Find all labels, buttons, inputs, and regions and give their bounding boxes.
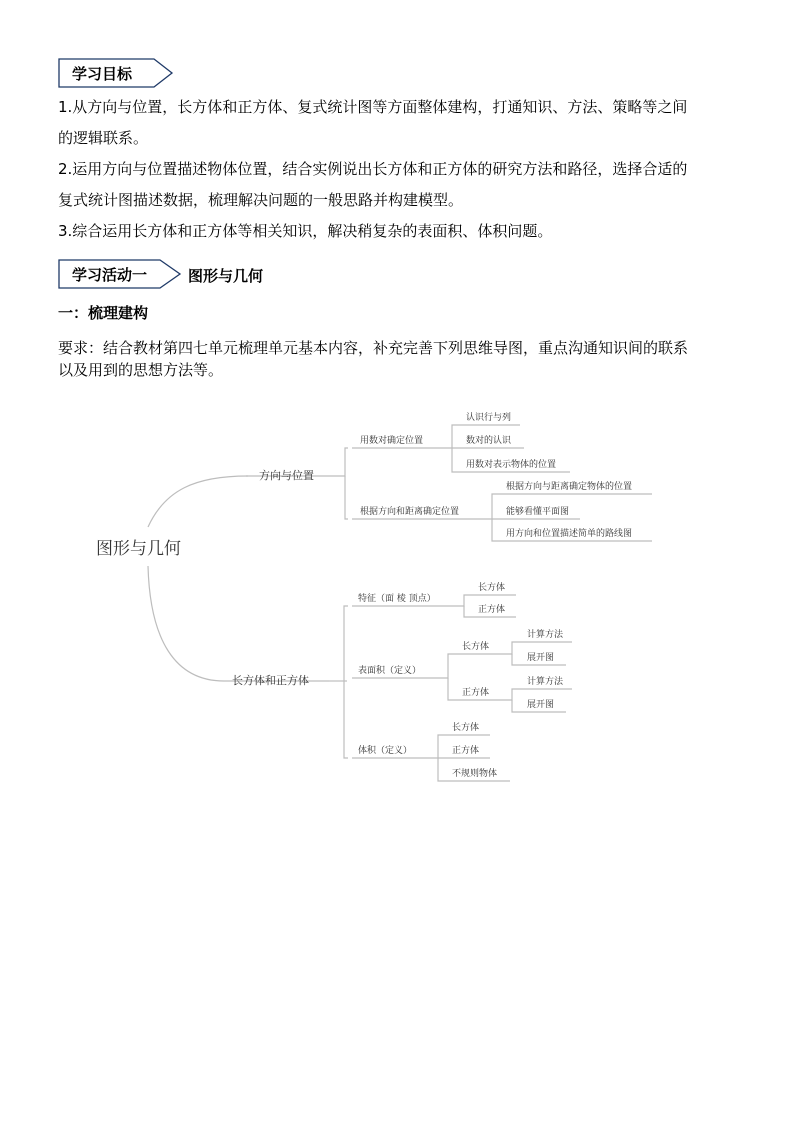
requirement-line-1: 要求：结合教材第四七单元梳理单元基本内容，补充完善下列思维导图，重点沟通知识间的联系 (58, 339, 689, 357)
leaf-volume-cuboid: 长方体 (452, 723, 480, 733)
branch-cuboid-cube: 长方体和正方体 (232, 674, 309, 687)
leaf-surface-cuboid-net: 展开图 (527, 653, 555, 663)
leaf-volume-cube: 正方体 (452, 746, 480, 756)
mindmap-root: 图形与几何 (96, 539, 181, 559)
goals-tag-label: 学习目标 (72, 64, 133, 83)
goal-1-line-1: 1.从方向与位置，长方体和正方体、复式统计图等方面整体建构，打通知识、方法、策略等之间 (58, 98, 688, 116)
leaf-read-plan: 能够看懂平面图 (506, 507, 570, 517)
leaf-surface-cube-net: 展开图 (527, 700, 555, 710)
node-surface-area: 表面积（定义） (358, 666, 422, 676)
activity-title: 图形与几何 (188, 267, 264, 285)
leaf-coordinate-object-position: 用数对表示物体的位置 (466, 460, 557, 470)
activity-tag-label: 学习活动一 (72, 265, 148, 284)
node-features: 特征（面 棱 顶点） (358, 594, 436, 604)
leaf-volume-irregular: 不规则物体 (452, 769, 498, 779)
node-coordinate-position: 用数对确定位置 (360, 436, 424, 446)
leaf-direction-distance-object: 根据方向与距离确定物体的位置 (506, 482, 633, 492)
goal-2-line-1: 2.运用方向与位置描述物体位置，结合实例说出长方体和正方体的研究方法和路径，选择合适的 (58, 160, 688, 178)
node-surface-cube: 正方体 (462, 688, 490, 698)
leaf-rows-columns: 认识行与列 (466, 413, 512, 423)
goal-1-line-2: 的逻辑联系。 (58, 129, 149, 147)
node-volume: 体积（定义） (358, 746, 413, 756)
goal-2-line-2: 复式统计图描述数据，梳理解决问题的一般思路并构建模型。 (58, 191, 464, 209)
leaf-feature-cuboid: 长方体 (478, 583, 506, 593)
leaf-feature-cube: 正方体 (478, 605, 506, 615)
goal-3-line-1: 3.综合运用长方体和正方体等相关知识，解决稍复杂的表面积、体积问题。 (58, 222, 553, 240)
connector-root-branch1 (148, 476, 248, 527)
connector-root-branch2 (148, 566, 224, 681)
node-surface-cuboid: 长方体 (462, 642, 490, 652)
leaf-coordinate-pair: 数对的认识 (466, 436, 512, 446)
leaf-surface-cuboid-method: 计算方法 (527, 630, 564, 640)
section-heading: 一：梳理建构 (58, 304, 149, 322)
requirement-line-2: 以及用到的思想方法等。 (58, 361, 224, 379)
node-direction-distance: 根据方向和距离确定位置 (360, 507, 460, 517)
leaf-surface-cube-method: 计算方法 (527, 677, 564, 687)
leaf-route-map: 用方向和位置描述简单的路线图 (506, 529, 633, 539)
branch-direction-position: 方向与位置 (259, 469, 314, 482)
